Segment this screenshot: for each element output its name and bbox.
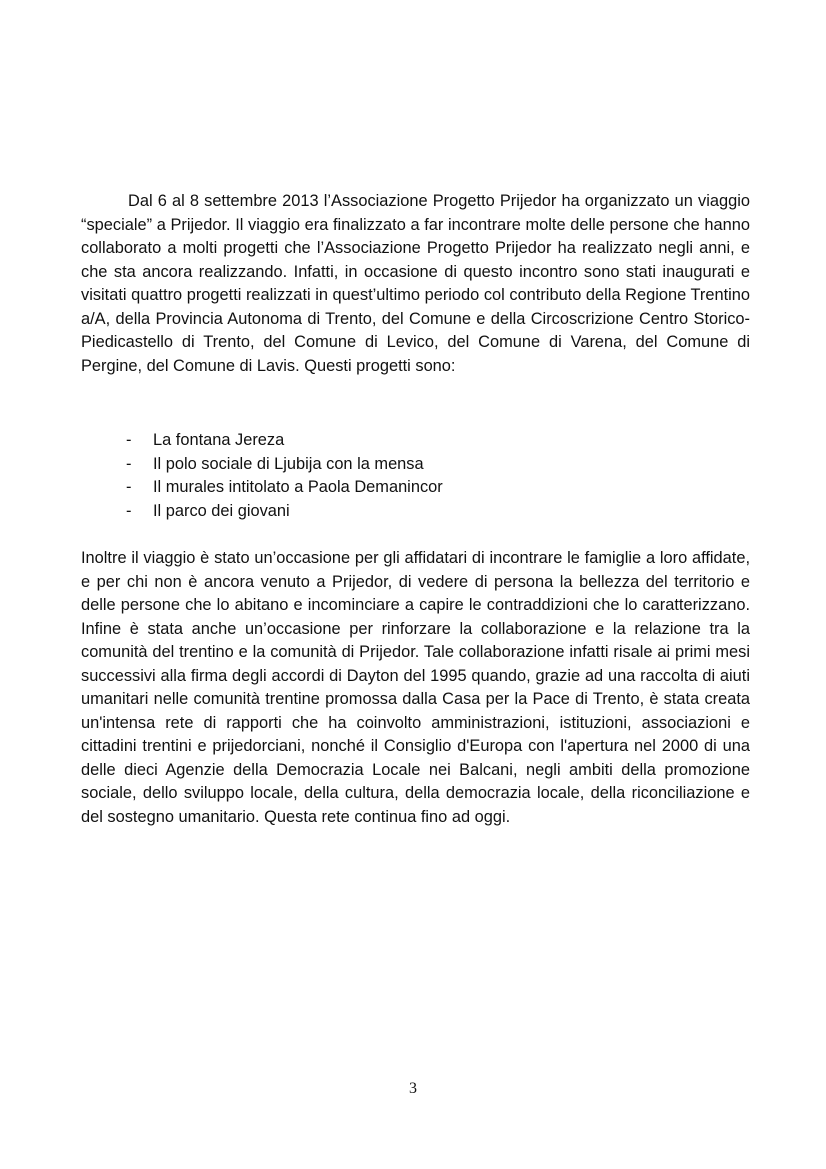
list-item [126, 500, 443, 524]
list-item [126, 429, 443, 453]
list-dash: - [126, 454, 132, 473]
list-dash: - [126, 478, 132, 496]
list-dash: - [126, 501, 132, 520]
projects-list [126, 429, 443, 523]
intro-paragraph: Dal 6 al 8 settembre 2013 l’Associazione Progetto Prijedor ha organizzato un viaggio “speciale” a Prijedor. Il viaggio era finalizzato a far incontrare molte delle persone che hanno collaborato a molti progetti che l’Associazione Progetto Prijedor ha realizzato negli anni, e che sta ancora realizzando. Infatti, in occasione di questo incontro sono stati inaugurati e visitati quattro progetti realizzati in quest’ultimo periodo col contributo della Regione Trentino a/A, della Provincia Autonoma di Trento, del Comune e della Circoscrizione Centro Storico-Piedicastello di Trento, del Comune di Levico, del Comune di Varena, del Comune di Pergine, del Comune di Lavis. Questi progetti sono: [81, 192, 750, 375]
page-number: 3 [409, 1080, 417, 1097]
list-item-text: Il polo sociale di Ljubija con la mensa [153, 454, 424, 473]
list-dash: - [126, 431, 132, 449]
list-item [126, 476, 443, 500]
closing-paragraph: Inoltre il viaggio è stato un’occasione per gli affidatari di incontrare le famiglie a loro affidate, e per chi non è ancora venuto a Prijedor, di vedere di persona la bellezza del territorio e delle persone che lo abitano e incominciare a capire le contraddizioni che lo caratterizzano. Infine è stata anche un’occasione per rinforzare la collaborazione e la relazione tra la comunità del trentino e la comunità di Prijedor. Tale collaborazione infatti risale ai primi mesi successivi alla firma degli accordi di Dayton del 1995 quando, grazie ad una raccolta di aiuti umanitari nelle comunità trentine promossa dalla Casa per la Pace di Trento, è stata creata un'intensa rete di rapporti che ha coinvolto amministrazioni, istituzioni, associazioni e cittadini trentini e prijedorciani, nonché il Consiglio d'Europa con l'apertura nel 2000 di una delle dieci Agenzie della Democrazia Locale nei Balcani, negli ambiti della promozione sociale, dello sviluppo locale, della cultura, della democrazia locale, della riconciliazione e del sostegno umanitario. Questa rete continua fino ad oggi. [81, 549, 750, 826]
list-item-text: Il murales intitolato a Paola Demanincor [153, 478, 443, 496]
list-item-text: Il parco dei giovani [153, 501, 290, 520]
list-item [126, 453, 443, 477]
list-item-text: La fontana Jereza [153, 431, 285, 449]
